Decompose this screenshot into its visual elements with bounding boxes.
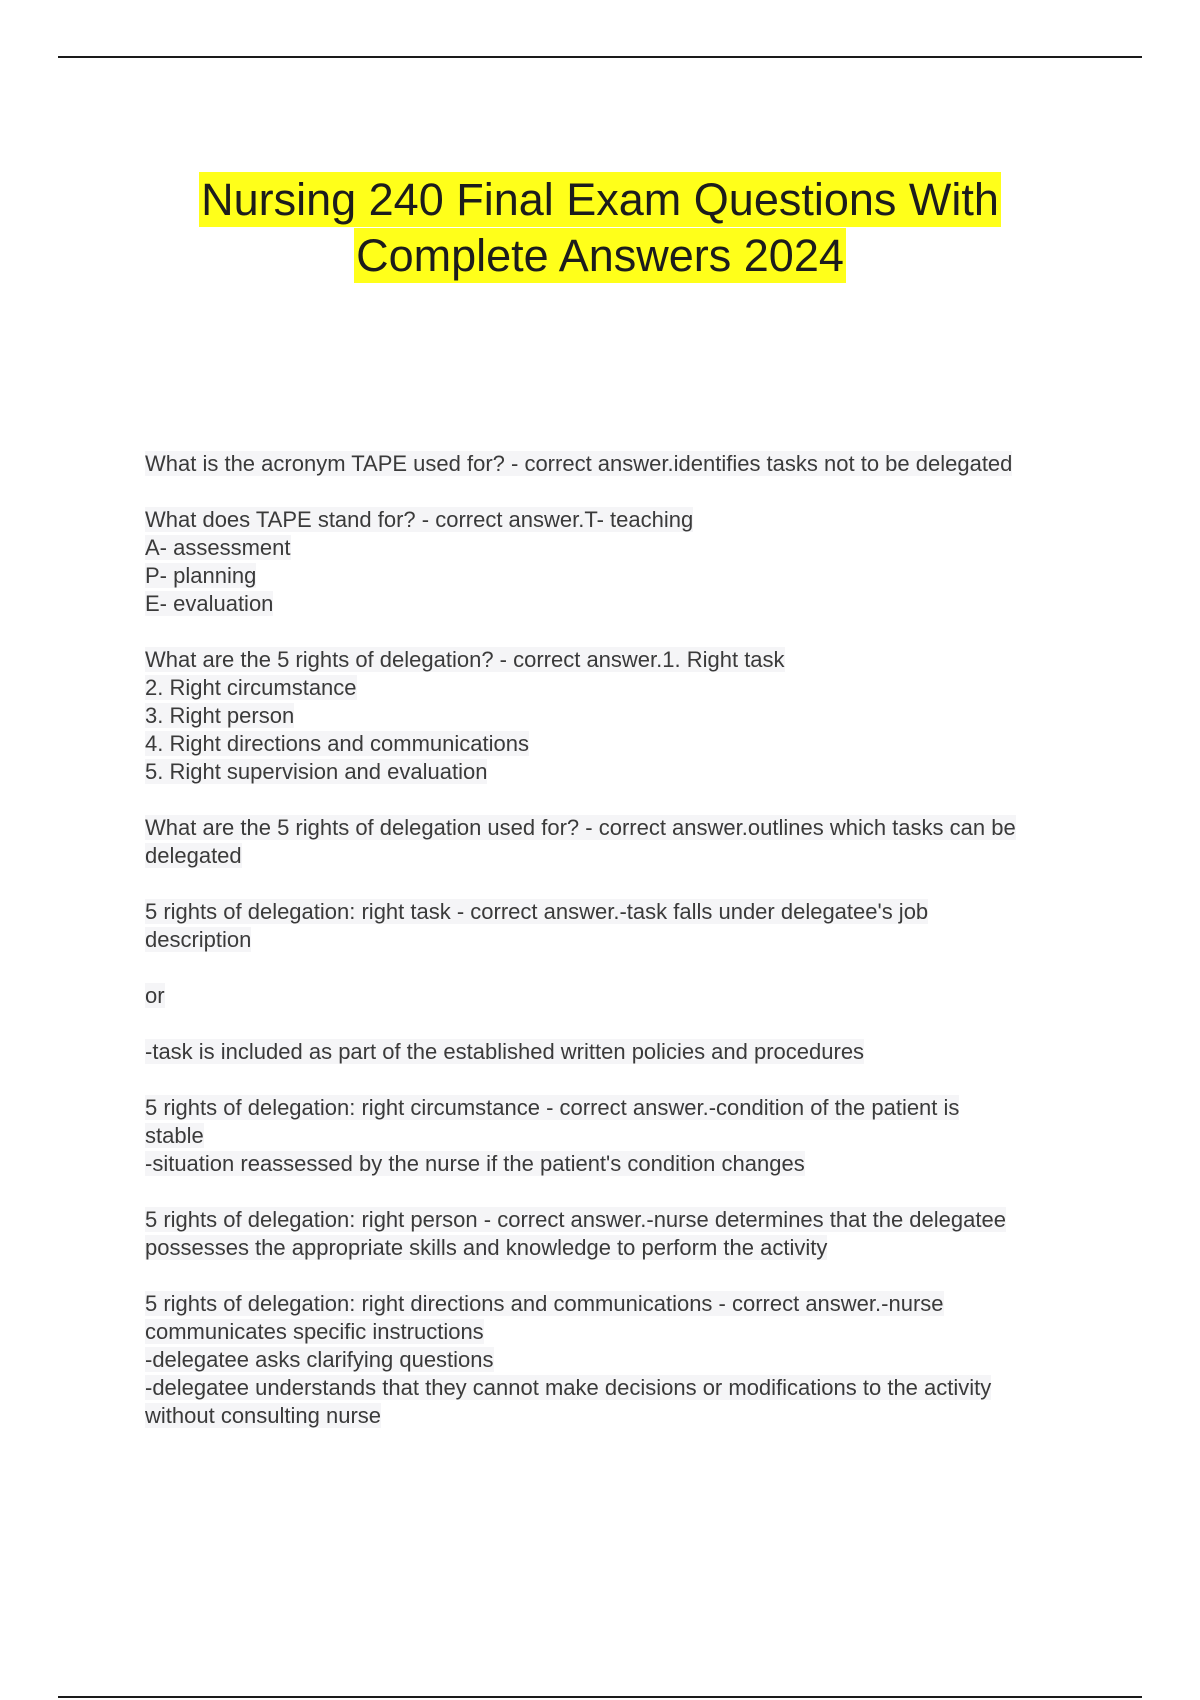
text-line: [145, 534, 1105, 562]
text-line: [145, 1290, 1105, 1318]
qa-paragraph: [145, 646, 1105, 786]
text-line-content: 5 rights of delegation: right task - correct answer.-task falls under delegatee's job: [145, 899, 929, 924]
qa-paragraph: [145, 1038, 1105, 1066]
text-line: [145, 646, 1105, 674]
title-line-2: Complete Answers 2024: [356, 230, 844, 281]
text-line: [145, 758, 1105, 786]
text-line-content: communicates specific instructions: [145, 1319, 484, 1344]
text-line-content: What is the acronym TAPE used for? - correct answer.identifies tasks not to be delegated: [145, 451, 1013, 476]
text-line: [145, 1346, 1105, 1374]
text-line: [145, 1374, 1105, 1402]
qa-paragraph: [145, 1206, 1105, 1262]
text-line: [145, 1234, 1105, 1262]
text-line-content: or: [145, 983, 165, 1008]
qa-paragraph: [145, 898, 1105, 954]
text-line: [145, 814, 1105, 842]
text-line: [145, 702, 1105, 730]
text-line-content: P- planning: [145, 563, 257, 588]
document-title: [0, 172, 1200, 284]
text-line: [145, 898, 1105, 926]
text-line: [145, 1206, 1105, 1234]
qa-paragraph: [145, 814, 1105, 870]
text-line: [145, 842, 1105, 870]
text-line: [145, 982, 1105, 1010]
text-line-content: What are the 5 rights of delegation used for? - correct answer.outlines which tasks can be: [145, 815, 1016, 840]
text-line: [145, 1094, 1105, 1122]
bottom-rule: [58, 1696, 1142, 1698]
text-line: [145, 1318, 1105, 1346]
text-line-content: -situation reassessed by the nurse if the patient's condition changes: [145, 1151, 805, 1176]
text-line-content: description: [145, 927, 252, 952]
text-line: [145, 1122, 1105, 1150]
text-line-content: delegated: [145, 843, 242, 868]
qa-paragraph: [145, 1290, 1105, 1430]
text-line: [145, 730, 1105, 758]
text-line-content: A- assessment: [145, 535, 291, 560]
text-line-content: -task is included as part of the established written policies and procedures: [145, 1039, 865, 1064]
text-line: [145, 562, 1105, 590]
text-line-content: stable: [145, 1123, 204, 1148]
text-line-content: without consulting nurse: [145, 1403, 382, 1428]
text-line-content: possesses the appropriate skills and knowledge to perform the activity: [145, 1235, 828, 1260]
text-line-content: -delegatee asks clarifying questions: [145, 1347, 494, 1372]
qa-paragraph: [145, 450, 1105, 478]
top-rule: [58, 56, 1142, 58]
text-line-content: What are the 5 rights of delegation? - correct answer.1. Right task: [145, 647, 785, 672]
text-line: [145, 1402, 1105, 1430]
text-line-content: 5. Right supervision and evaluation: [145, 759, 488, 784]
text-line: [145, 1150, 1105, 1178]
text-line: [145, 590, 1105, 618]
qa-paragraph: [145, 506, 1105, 618]
text-line: [145, 1038, 1105, 1066]
text-line-content: -delegatee understands that they cannot make decisions or modifications to the activity: [145, 1375, 992, 1400]
text-line-content: 5 rights of delegation: right directions and communications - correct answer.-nurse: [145, 1291, 944, 1316]
title-line-1: Nursing 240 Final Exam Questions With: [201, 174, 999, 225]
text-line-content: What does TAPE stand for? - correct answer.T- teaching: [145, 507, 694, 532]
text-line-content: 5 rights of delegation: right person - correct answer.-nurse determines that the delegatee: [145, 1207, 1006, 1232]
text-line: [145, 926, 1105, 954]
text-line-content: 4. Right directions and communications: [145, 731, 529, 756]
document-body: [145, 450, 1105, 1458]
text-line: [145, 506, 1105, 534]
text-line-content: 2. Right circumstance: [145, 675, 357, 700]
qa-paragraph: [145, 1094, 1105, 1178]
text-line: [145, 674, 1105, 702]
text-line-content: 3. Right person: [145, 703, 295, 728]
text-line-content: 5 rights of delegation: right circumstance - correct answer.-condition of the patient is: [145, 1095, 960, 1120]
text-line-content: E- evaluation: [145, 591, 274, 616]
qa-paragraph: [145, 982, 1105, 1010]
text-line: [145, 450, 1105, 478]
